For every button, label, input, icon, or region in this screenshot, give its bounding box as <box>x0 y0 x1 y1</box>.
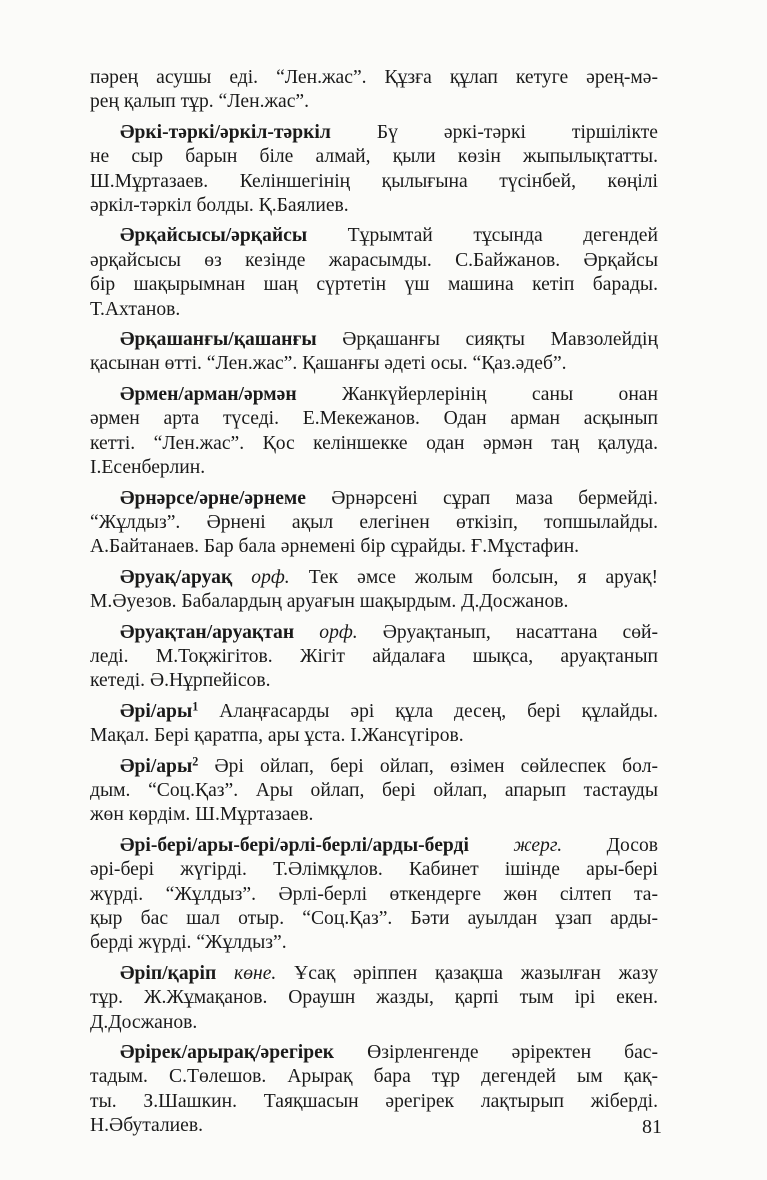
entry-line <box>90 273 658 297</box>
entry-line <box>90 1041 658 1065</box>
entry-text: Өзірленгенде әріректен бас- <box>334 1042 658 1064</box>
entry-line <box>90 883 658 907</box>
entry-text: Тек әмсе жолым болсын, я аруақ! <box>289 566 658 588</box>
entry-line <box>90 645 658 669</box>
headword: Әрқайсысы/әрқайсы <box>120 225 308 247</box>
entry-line <box>90 621 658 645</box>
entry-text: тадым. С.Төлешов. Арырақ бара тұр дегендей ым қақ- <box>90 1066 658 1088</box>
entry-text: әркіл-тәркіл болды. Қ.Баялиев. <box>90 195 349 217</box>
headword: Әріп/қаріп <box>120 962 217 984</box>
entry-text: не сыр барын біле алмай, қыли көзін жыпылықтатты. <box>90 146 658 168</box>
entry-text: Д.Досжанов. <box>90 1011 198 1033</box>
entry-text: рең қалып тұр. “Лен.жас”. <box>90 91 310 113</box>
entry-line <box>90 407 658 431</box>
entry-line <box>90 1065 658 1089</box>
entry-text: І.Есенберлин. <box>90 457 206 479</box>
entry-text: Т.Ахтанов. <box>90 298 181 320</box>
entry-text: әрі-бері жүгірді. Т.Әлімқұлов. Кабинет ішінде ары-бері <box>90 859 658 881</box>
entry-line <box>90 487 658 511</box>
headword: Әрқашанғы/қашанғы <box>120 329 317 351</box>
entry-line <box>90 298 658 322</box>
entry-text <box>216 963 234 984</box>
page-number: 81 <box>642 1116 662 1138</box>
entry-line <box>90 962 658 986</box>
entry-line <box>90 700 658 724</box>
entry-line <box>90 803 658 827</box>
entry-text: әрмен арта түседі. Е.Мекежанов. Одан арман асқынып <box>90 408 658 430</box>
dictionary-entry <box>90 834 658 956</box>
headword: Әрнәрсе/әрне/әрнеме <box>120 487 306 509</box>
entry-text: жөн көрдім. Ш.Мұртазаев. <box>90 804 314 826</box>
entry-line <box>90 352 658 376</box>
entry-text: Алаңғасарды әрі құла десең, бері құлайды. <box>198 700 658 722</box>
dictionary-entry <box>90 383 658 481</box>
entry-text <box>294 622 319 643</box>
entry-text: Мақал. Бері қаратпа, ары ұста. І.Жансүгіров. <box>90 725 464 747</box>
entry-line <box>90 724 658 748</box>
headword: Әрі/ары <box>120 755 193 777</box>
homonym-number: 1 <box>192 699 199 714</box>
entry-text: кетті. “Лен.жас”. Қос келіншекке одан әрмән таң қалуда. <box>90 432 658 454</box>
entry-line <box>90 90 658 114</box>
homonym-number: 2 <box>192 753 199 768</box>
entry-text: Әрқашанғы сияқты Мавзолейдің <box>316 329 658 351</box>
entry-text: Әруақтанып, насаттана сөй- <box>357 621 658 643</box>
entry-text <box>469 835 513 856</box>
dictionary-entry <box>90 621 658 694</box>
entry-line <box>90 249 658 273</box>
entry-line <box>90 858 658 882</box>
entry-line <box>90 907 658 931</box>
entry-text: Тұрымтай тұсында дегендей <box>307 225 658 247</box>
entry-text: дым. “Соц.Қаз”. Ары ойлап, бері ойлап, апарып тастауды <box>90 779 658 801</box>
usage-label: орф. <box>319 621 358 643</box>
dictionary-entry <box>90 66 658 115</box>
dictionary-entry <box>90 755 658 828</box>
headword: Әрмен/арман/әрмән <box>120 383 297 405</box>
entry-line <box>90 66 658 90</box>
entry-text <box>232 567 251 588</box>
entry-line <box>90 224 658 248</box>
entry-text: Жанкүйерлерінің саны онан <box>296 383 658 405</box>
entry-line <box>90 834 658 858</box>
entry-text: Әрнәрсені сұрап маза бермейді. <box>305 487 658 509</box>
dictionary-entry <box>90 962 658 1035</box>
entry-line <box>90 194 658 218</box>
entry-text: М.Әуезов. Бабалардың аруағын шақырдым. Д.Досжанов. <box>90 591 569 613</box>
dictionary-entry <box>90 1041 658 1139</box>
entry-text: жүрді. “Жұлдыз”. Әрлі-берлі өткендерге жөн сілтеп та- <box>90 883 658 905</box>
entry-text: Бү әркі-тәркі тіршілікте <box>330 121 658 143</box>
entry-text: Досов <box>562 834 658 856</box>
entry-text: әрқайсысы өз кезінде жарасымды. С.Байжанов. Әрқайсы <box>90 249 658 271</box>
entry-line <box>90 1114 658 1138</box>
dictionary-text-block <box>90 66 658 1145</box>
dictionary-entry <box>90 328 658 377</box>
entry-line <box>90 590 658 614</box>
usage-label: орф. <box>251 566 290 588</box>
entry-line <box>90 145 658 169</box>
entry-line <box>90 669 658 693</box>
headword: Әркі-тәркі/әркіл-тәркіл <box>120 121 331 143</box>
entry-line <box>90 328 658 352</box>
dictionary-entry <box>90 566 658 615</box>
headword: Әрі-бері/ары-бері/әрлі-берлі/арды-берді <box>120 834 469 856</box>
entry-text: пәрең асушы еді. “Лен.жас”. Құзға құлап кетуге әрең-мә- <box>90 67 658 88</box>
usage-label: көне. <box>234 962 277 984</box>
headword: Әруақтан/аруақтан <box>120 621 295 643</box>
headword: Әруақ/аруақ <box>120 566 233 588</box>
entry-line <box>90 566 658 590</box>
entry-line <box>90 170 658 194</box>
usage-label: жерг. <box>513 834 563 856</box>
entry-text: ты. З.Шашкин. Таяқшасын әрегірек лақтырып жіберді. <box>90 1090 658 1112</box>
entry-text: Ш.Мұртазаев. Келіншегінің қылығына түсінбей, көңілі <box>90 170 658 192</box>
entry-line <box>90 121 658 145</box>
entry-line <box>90 1011 658 1035</box>
entry-line <box>90 1090 658 1114</box>
entry-text: берді жүрді. “Жұлдыз”. <box>90 932 287 954</box>
entry-line <box>90 931 658 955</box>
dictionary-entry <box>90 700 658 749</box>
headword: Әрірек/арырақ/әрегірек <box>120 1042 335 1064</box>
entry-text: Әрі ойлап, бері ойлап, өзімен сөйлеспек бол- <box>198 755 658 777</box>
entry-text: кетеді. Ә.Нұрпейісов. <box>90 670 271 692</box>
entry-text: қыр бас шал отыр. “Соц.Қаз”. Бәти ауылдан ұзап арды- <box>90 908 658 929</box>
entry-line <box>90 456 658 480</box>
entry-text: А.Байтанаев. Бар бала әрнемені бір сұрайды. Ғ.Мұстафин. <box>90 536 580 558</box>
entry-line <box>90 383 658 407</box>
entry-line <box>90 755 658 779</box>
entry-line <box>90 986 658 1010</box>
entry-text: қасынан өтті. “Лен.жас”. Қашанғы әдеті осы. “Қаз.әдеб”. <box>90 353 567 375</box>
entry-text: леді. М.Тоқжігітов. Жігіт айдалаға шықса, аруақтанып <box>90 645 658 667</box>
dictionary-entry <box>90 121 658 219</box>
dictionary-entry <box>90 487 658 560</box>
entry-line <box>90 535 658 559</box>
entry-line <box>90 432 658 456</box>
entry-text: тұр. Ж.Жұмақанов. Ораушн жазды, қарпі тым ірі екен. <box>90 987 658 1009</box>
entry-text: бір шақырымнан шаң сүртетін үш машина кетіп барады. <box>90 274 658 296</box>
entry-text: “Жұлдыз”. Әрнені ақыл елегінен өткізіп, топшылайды. <box>90 511 658 533</box>
entry-line <box>90 779 658 803</box>
entry-text: Ұсақ әріппен қазақша жазылған жазу <box>276 962 658 984</box>
entry-text: Н.Әбуталиев. <box>90 1115 203 1137</box>
entry-line <box>90 511 658 535</box>
dictionary-entry <box>90 224 658 322</box>
headword: Әрі/ары <box>120 700 193 722</box>
